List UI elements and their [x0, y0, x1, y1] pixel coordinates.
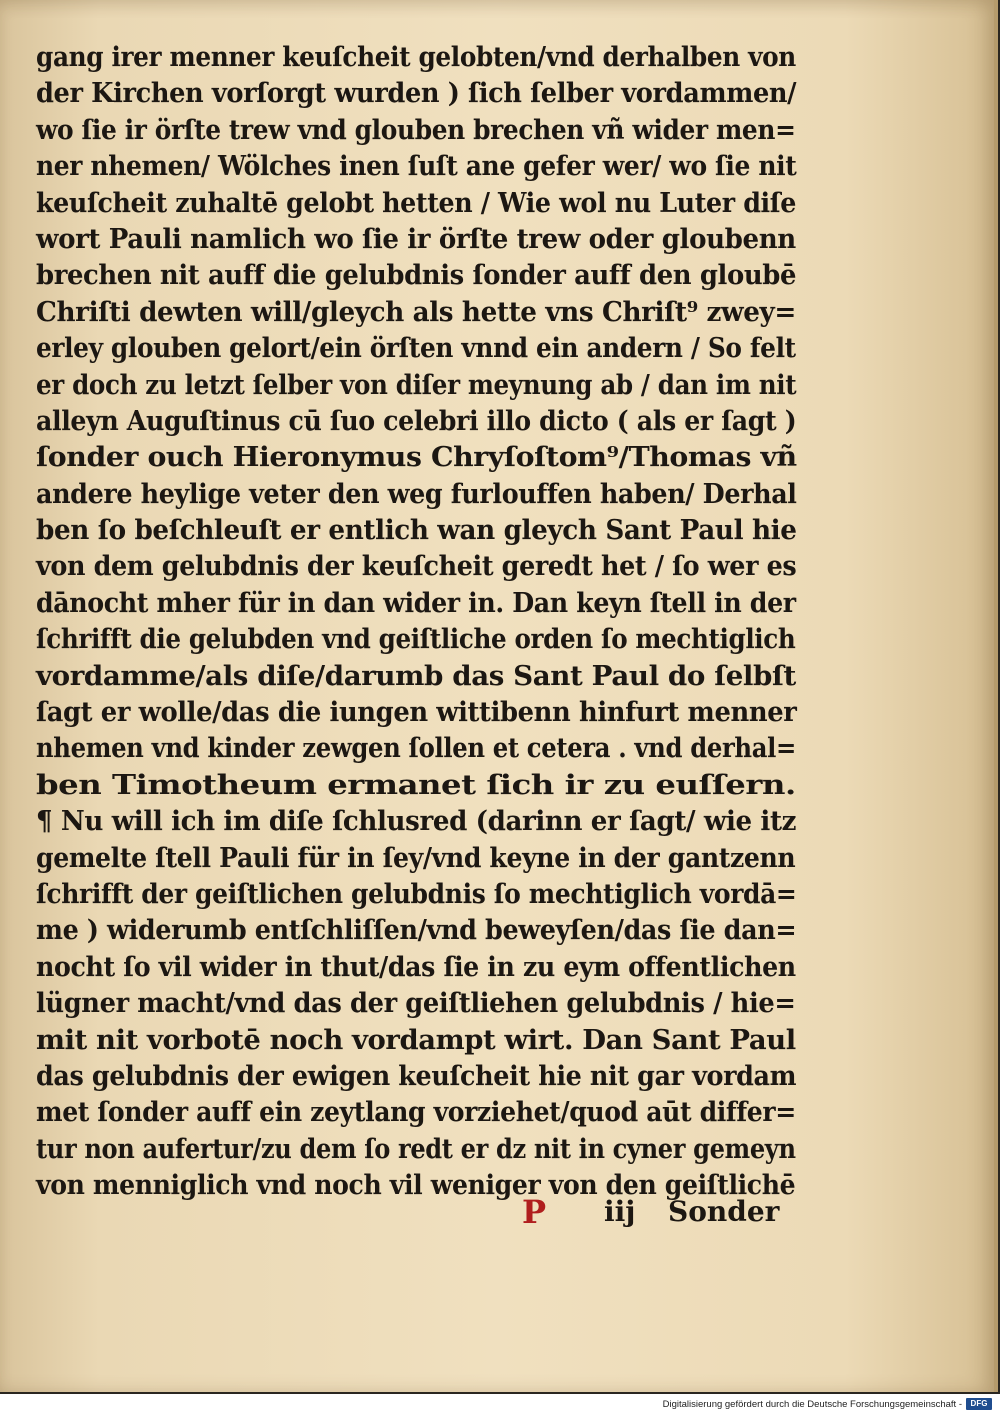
text-line: dānocht mher für in dan wider in. Dan keyn ſtell in der	[36, 587, 796, 619]
text-line: me ) widerumb entſchliſſen/vnd beweyſen/das ſie dan=	[36, 915, 797, 947]
signature-mark-letter: P	[522, 1193, 547, 1231]
text-line: ſonder ouch Hieronymus Chryſoſtom⁹/Thomas vñ	[36, 442, 797, 474]
digitization-footer	[663, 1396, 992, 1412]
text-line: von dem gelubdnis der keuſcheit geredt het / ſo wer es	[36, 551, 797, 583]
footer-credit-text: Digitalisierung gefördert durch die Deutsche Forschungsgemeinschaft -	[662, 1398, 962, 1410]
dfg-logo-icon: DFG	[966, 1398, 992, 1410]
text-line: tur non aufertur/zu dem ſo redt er dz nit in cyner gemeyn	[36, 1133, 796, 1165]
text-block	[36, 40, 796, 1205]
text-line: brechen nit auff die gelubdnis ſonder auff den gloubē	[36, 260, 797, 292]
text-line: Chriſti dewten will/gleych als hette vns Chriſt⁹ zwey=	[36, 296, 796, 328]
text-line: gemelte ſtell Pauli für in ſey/vnd keyne in der gantzenn	[36, 842, 796, 874]
text-line: alleyn Auguſtinus cū ſuo celebri illo dicto ( als er ſagt )	[36, 405, 797, 437]
text-line: andere heylige veter den weg furlouffen haben/ Derhal	[36, 478, 797, 510]
text-line: ſchrifft die gelubden vnd geiſtliche orden ſo mechtiglich	[36, 624, 796, 656]
text-line: vordamme/als diſe/darumb das Sant Paul do ſelbſt	[36, 660, 796, 692]
text-line: das gelubdnis der ewigen keuſcheit hie nit gar vordam	[36, 1060, 797, 1092]
text-line: ſagt er wolle/das die iungen wittibenn hinfurt menner	[36, 697, 797, 729]
text-line: wo ſie ir örſte trew vnd glouben brechen vñ wider men=	[36, 114, 796, 146]
text-line: ſchrifft der geiſtlichen gelubdnis ſo mechtiglich vordā=	[36, 878, 797, 910]
text-line: ¶ Nu will ich im diſe ſchlusred (darinn er ſagt/ wie itz	[36, 806, 797, 838]
text-line: der Kirchen vorſorgt wurden ) ſich ſelber vordammen/	[36, 78, 797, 110]
text-line: nocht ſo vil wider in thut/das ſie in zu eym offentlichen	[36, 951, 796, 983]
text-line: wort Pauli namlich wo ſie ir örſte trew oder gloubenn	[36, 223, 796, 255]
text-line: von menniglich vnd noch vil weniger von den geiſtlichē	[36, 1170, 796, 1202]
text-line: met ſonder auff ein zeytlang vorziehet/quod aūt differ=	[36, 1097, 796, 1129]
text-line: keuſcheit zuhaltē gelobt hetten / Wie wol nu Luter diſe	[36, 187, 797, 219]
text-line: erley glouben gelort/ein örſten vnnd ein andern / So felt	[36, 333, 796, 365]
text-line: nhemen vnd kinder zewgen ſollen et cetera . vnd derhal=	[36, 733, 796, 765]
text-line: lügner macht/vnd das der geiſtliehen gelubdnis / hie=	[36, 988, 796, 1020]
text-line: ner nhemen/ Wölches inen ſuſt ane gefer wer/ wo ſie nit	[36, 151, 797, 183]
text-line: gang irer menner keuſcheit gelobten/vnd derhalben von	[36, 42, 796, 73]
catchword: Sonder	[668, 1195, 780, 1228]
text-line: mit nit vorbotē noch vordampt wirt. Dan Sant Paul	[36, 1024, 796, 1056]
text-line: ben Timotheum ermanet ſich ir zu euſſern.	[36, 769, 796, 801]
signature-mark-number: iij	[604, 1195, 636, 1228]
text-line: er doch zu letzt ſelber von diſer meynung ab / dan im nit	[36, 369, 797, 401]
text-line: ben ſo beſchleuſt er entlich wan gleych Sant Paul hie	[36, 515, 797, 547]
